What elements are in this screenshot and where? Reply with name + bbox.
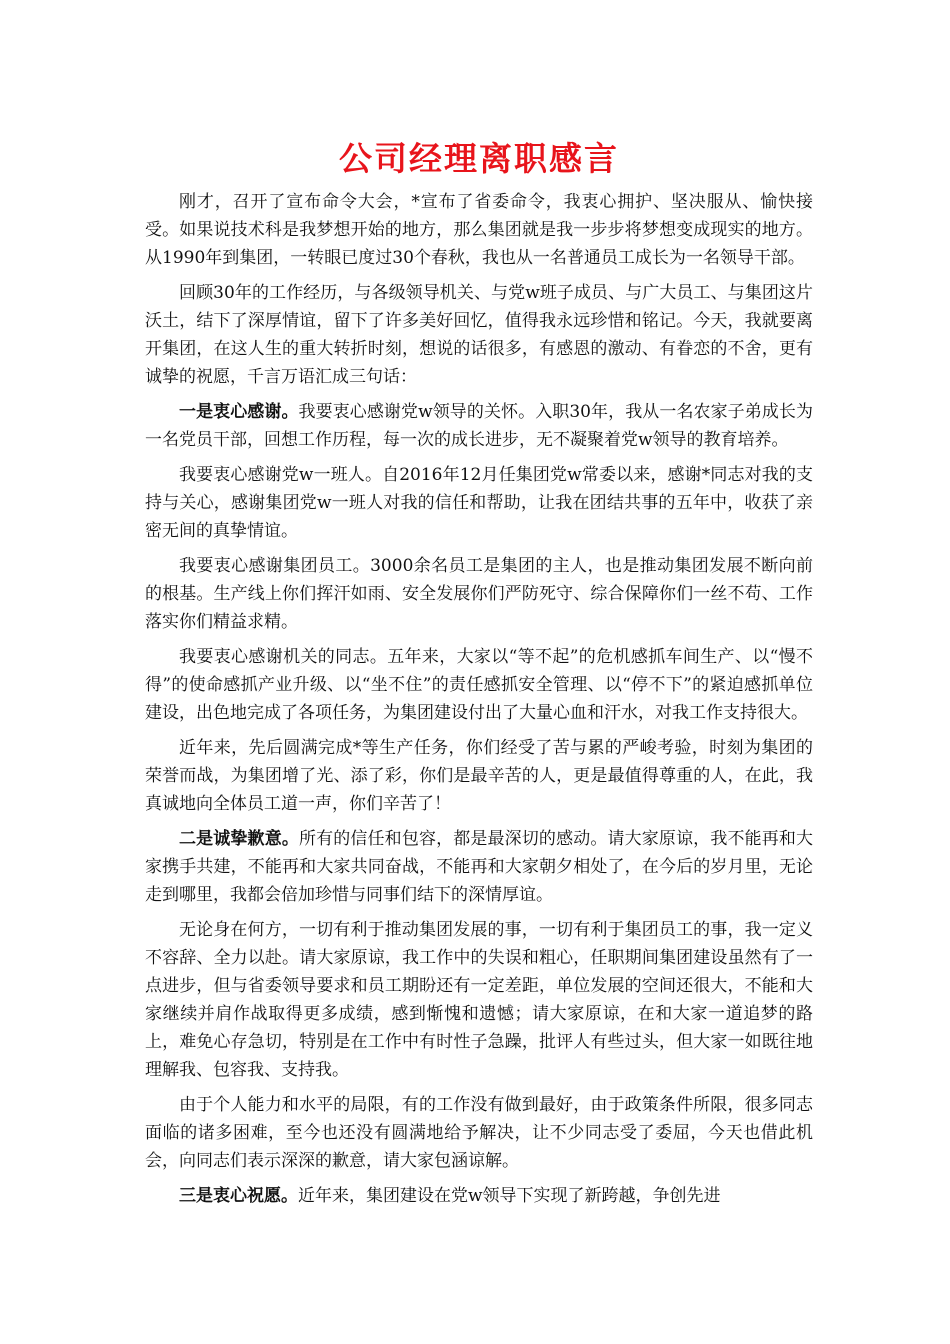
paragraph-text: 我要衷心感谢集团员工。3000余名员工是集团的主人，也是推动集团发展不断向前的根基。生产线上你们挥汗如雨、安全发展你们严防死守、综合保障你们一丝不苟、工作落实你们精益求精。 bbox=[145, 556, 813, 632]
paragraph-text: 近年来，集团建设在党w领导下实现了新跨越，争创先进 bbox=[298, 1186, 721, 1206]
paragraph-text: 我要衷心感谢党w领导的关怀。入职30年，我从一名农家子弟成长为一名党员干部，回想工作历程，每一次的成长进步，无不凝聚着党w领导的教育培养。 bbox=[145, 402, 813, 450]
paragraph-text: 我要衷心感谢机关的同志。五年来，大家以“等不起”的危机感抓车间生产、以“慢不得”的使命感抓产业升级、以“坐不住”的责任感抓安全管理、以“停不下”的紧迫感抓单位建设，出色地完成了各项任务，为集团建设付出了大量心血和汗水，对我工作支持很大。 bbox=[145, 647, 813, 723]
paragraph-3 bbox=[145, 398, 813, 454]
paragraph-8 bbox=[145, 825, 813, 909]
paragraph-text: 由于个人能力和水平的局限，有的工作没有做到最好，由于政策条件所限，很多同志面临的诸多困难，至今也还没有圆满地给予解决，让不少同志受了委屈，今天也借此机会，向同志们表示深深的歉意，请大家包涵谅解。 bbox=[145, 1095, 813, 1171]
paragraph-6 bbox=[145, 643, 813, 727]
paragraph-text: 无论身在何方，一切有利于推动集团发展的事，一切有利于集团员工的事，我一定义不容辞、全力以赴。请大家原谅，我工作中的失误和粗心，任职期间集团建设虽然有了一点进步，但与省委领导要求和员工期盼还有一定差距，单位发展的空间还很大，不能和大家继续并肩作战取得更多成绩，感到惭愧和遗憾；请大家原谅，在和大家一道追梦的路上，难免心存急切，特别是在工作中有时性子急躁，批评人有些过头，但大家一如既往地理解我、包容我、支持我。 bbox=[145, 920, 813, 1080]
paragraph-9 bbox=[145, 916, 813, 1084]
document-page bbox=[145, 135, 813, 1217]
paragraph-text: 我要衷心感谢党w一班人。自2016年12月任集团党w常委以来，感谢*同志对我的支持与关心，感谢集团党w一班人对我的信任和帮助，让我在团结共事的五年中，收获了亲密无间的真挚情谊。 bbox=[145, 465, 813, 541]
paragraph-5 bbox=[145, 552, 813, 636]
paragraph-10 bbox=[145, 1091, 813, 1175]
paragraph-text: 所有的信任和包容，都是最深切的感动。请大家原谅，我不能再和大家携手共建，不能再和大家共同奋战，不能再和大家朝夕相处了，在今后的岁月里，无论走到哪里，我都会倍加珍惜与同事们结下的深情厚谊。 bbox=[145, 829, 814, 905]
page-title: 公司经理离职感言 bbox=[339, 139, 619, 178]
paragraph-text: 刚才，召开了宣布命令大会，*宣布了省委命令，我衷心拥护、坚决服从、愉快接受。如果说技术科是我梦想开始的地方，那么集团就是我一步步将梦想变成现实的地方。从1990年到集团，一转眼已度过30个春秋，我也从一名普通员工成长为一名领导干部。 bbox=[145, 192, 813, 268]
section-heading-gratitude: 一是衷心感谢。 bbox=[179, 402, 299, 422]
section-heading-wishes: 三是衷心祝愿。 bbox=[179, 1186, 298, 1206]
paragraph-4 bbox=[145, 461, 813, 545]
paragraph-11 bbox=[145, 1182, 813, 1210]
section-heading-apology: 二是诚挚歉意。 bbox=[179, 829, 299, 849]
paragraph-7 bbox=[145, 734, 813, 818]
paragraph-text: 近年来，先后圆满完成*等生产任务，你们经受了苦与累的严峻考验，时刻为集团的荣誉而战，为集团增了光、添了彩，你们是最辛苦的人，更是最值得尊重的人，在此，我真诚地向全体员工道一声，你们辛苦了！ bbox=[145, 738, 813, 814]
paragraph-text: 回顾30年的工作经历，与各级领导机关、与党w班子成员、与广大员工、与集团这片沃土，结下了深厚情谊，留下了许多美好回忆，值得我永远珍惜和铭记。今天，我就要离开集团，在这人生的重大转折时刻，想说的话很多，有感恩的激动、有眷恋的不舍，更有诚挚的祝愿，千言万语汇成三句话： bbox=[145, 283, 813, 387]
paragraph-1 bbox=[145, 188, 813, 272]
paragraph-2 bbox=[145, 279, 813, 391]
